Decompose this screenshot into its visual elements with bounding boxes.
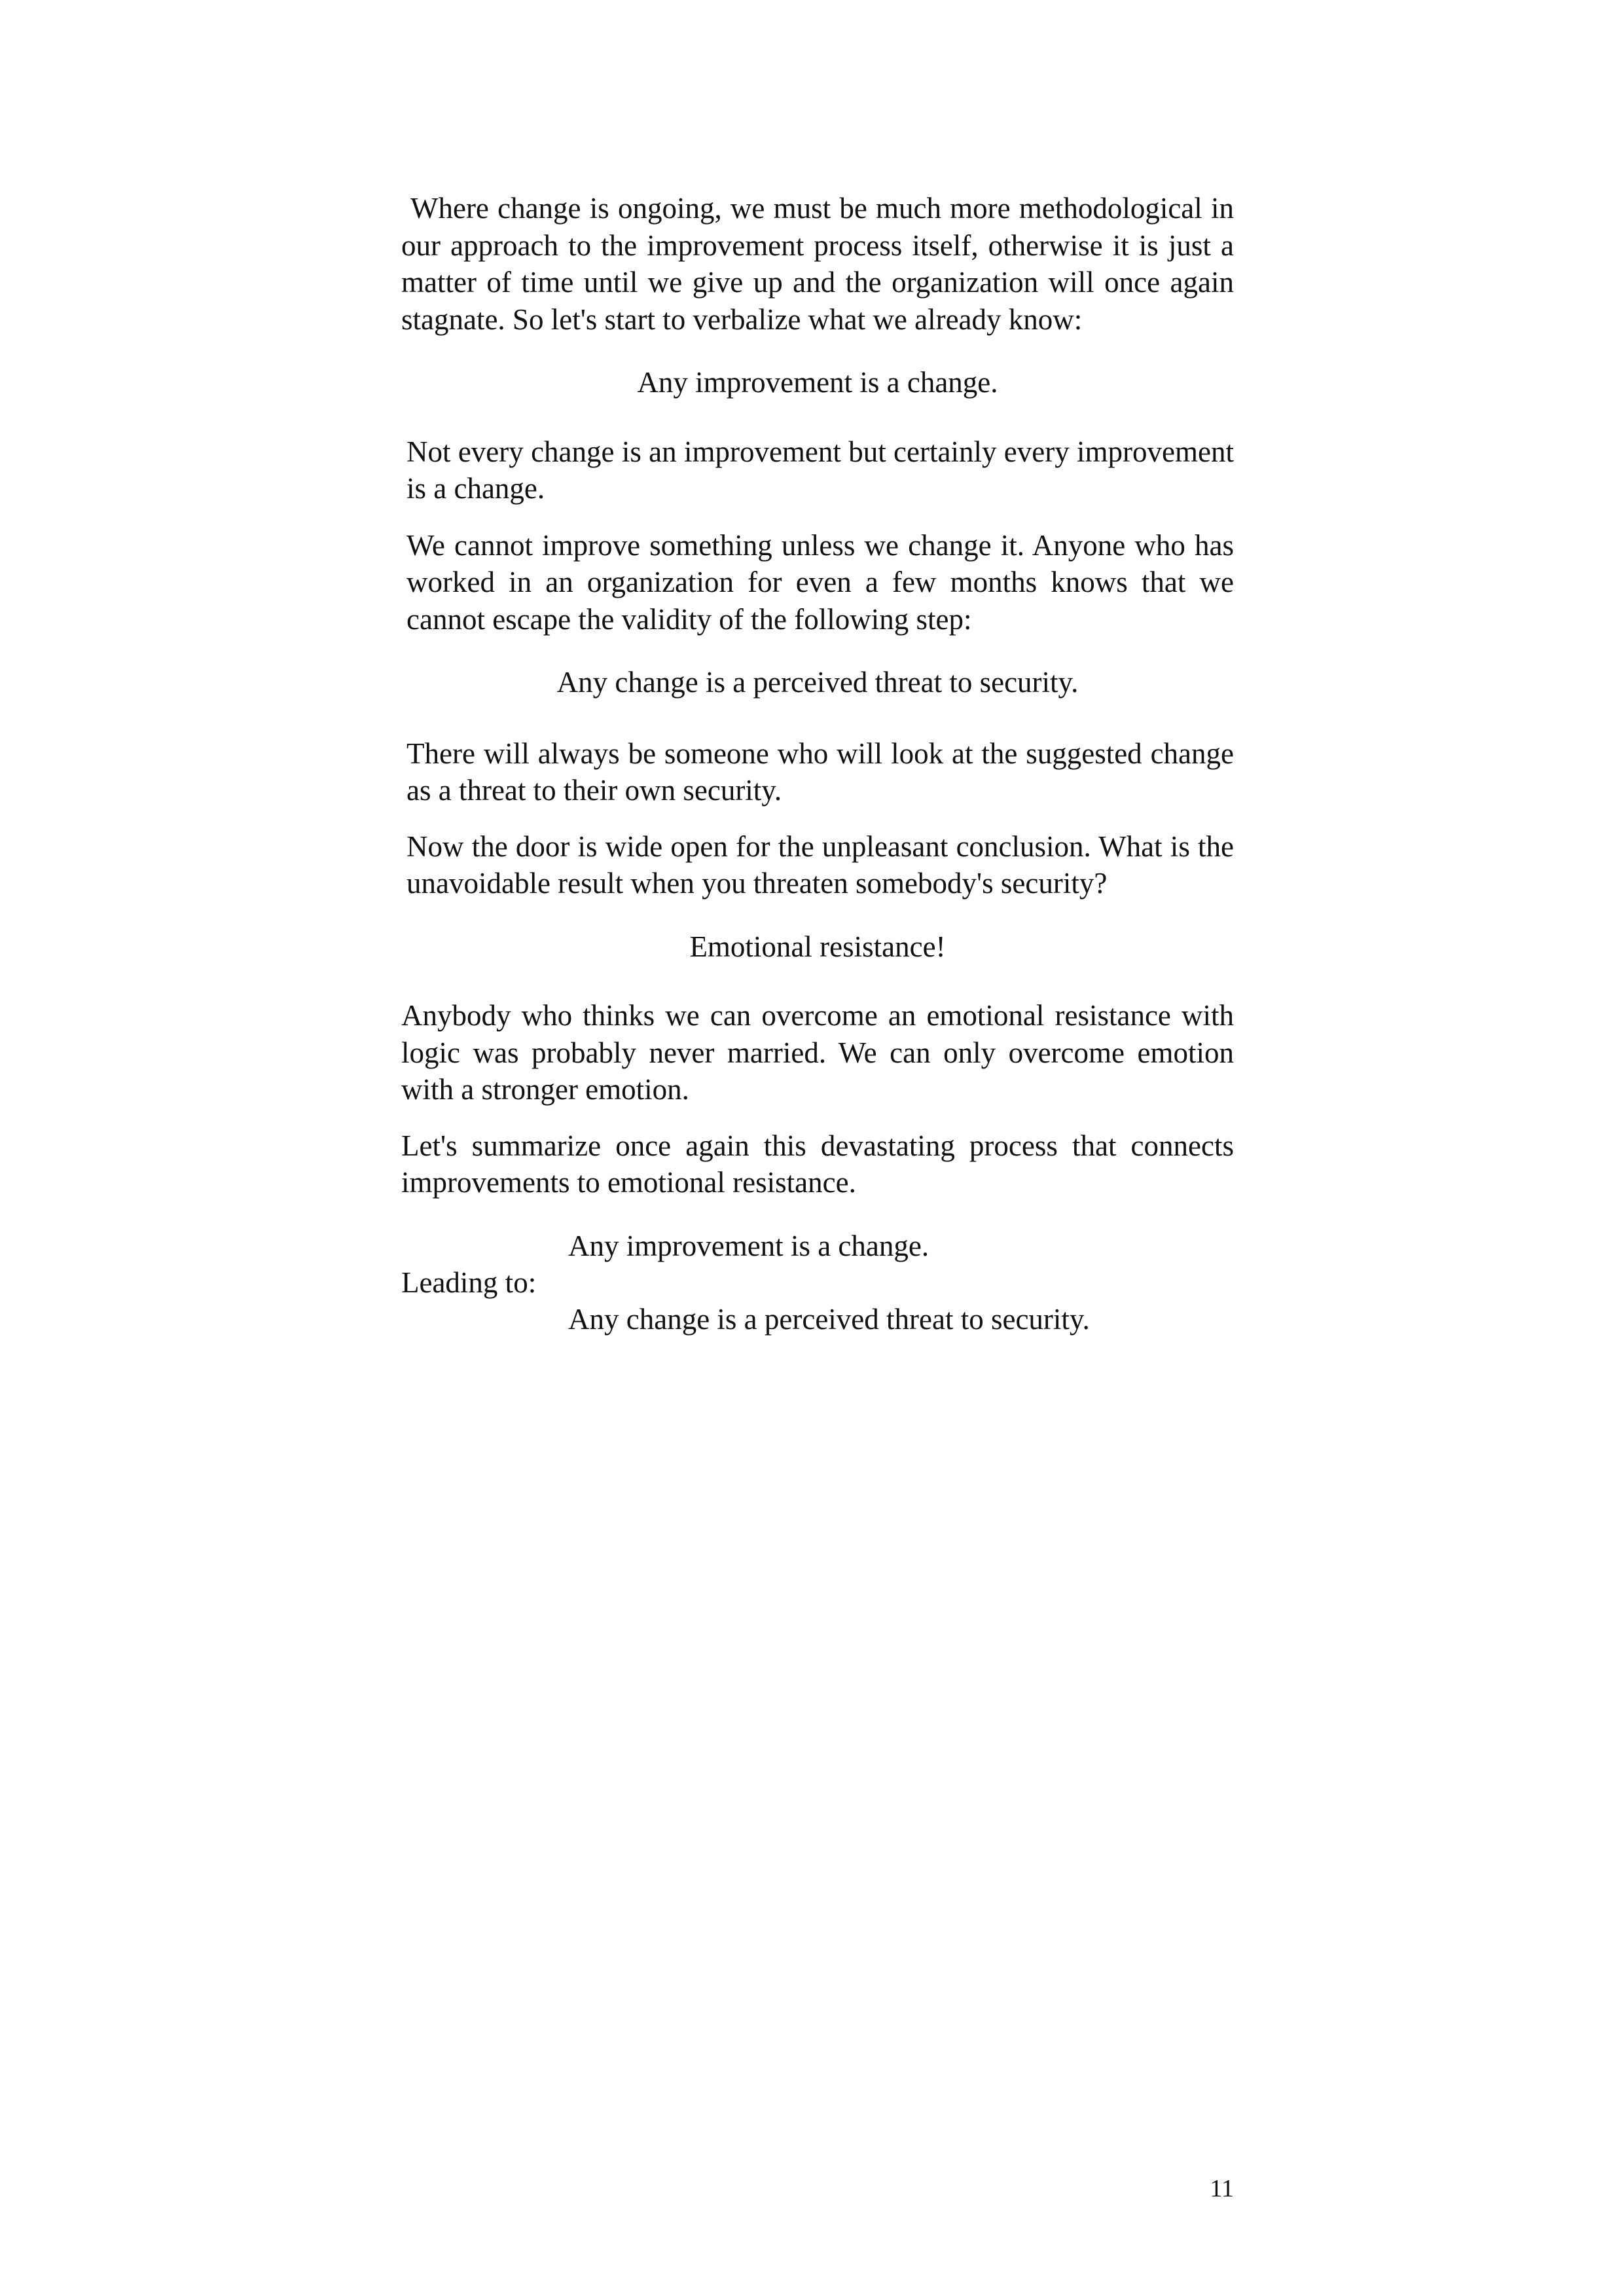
paragraph-7: Let's summarize once again this devastating process that connects improvements to emotional resistance. xyxy=(401,1129,1234,1199)
statement-emotional-resistance: Emotional resistance! xyxy=(689,930,946,963)
summary-line-1: Any improvement is a change. xyxy=(568,1229,929,1262)
statement-change-is-threat: Any change is a perceived threat to security. xyxy=(556,666,1079,699)
paragraph-6: Anybody who thinks we can overcome an emotional resistance with logic was probably never married. We can only overcome emotion with a stronger emotion. xyxy=(401,999,1234,1106)
summary-leading-label: Leading to: xyxy=(401,1266,537,1299)
summary-line-2: Any change is a perceived threat to security. xyxy=(568,1302,1090,1336)
paragraph-3: We cannot improve something unless we change it. Anyone who has worked in an organization for even a few months knows that we cannot escape the validity of the following step: xyxy=(406,528,1234,636)
summary-block xyxy=(401,1228,1234,1342)
page-number: 11 xyxy=(1210,2175,1234,2202)
paragraph-2: Not every change is an improvement but certainly every improvement is a change. xyxy=(406,435,1234,505)
paragraph-4: There will always be someone who will look at the suggested change as a threat to their own security. xyxy=(406,737,1234,807)
statement-improvement-is-change: Any improvement is a change. xyxy=(637,366,998,399)
paragraph-5: Now the door is wide open for the unpleasant conclusion. What is the unavoidable result when you threaten somebody's security? xyxy=(406,829,1234,900)
paragraph-1: Where change is ongoing, we must be much more methodological in our approach to the improvement process itself, otherwise it is just a matter of time until we give up and the organization will once again stagnate. So let's start to verbalize what we already know: xyxy=(401,192,1234,336)
text-column xyxy=(401,190,1234,1342)
